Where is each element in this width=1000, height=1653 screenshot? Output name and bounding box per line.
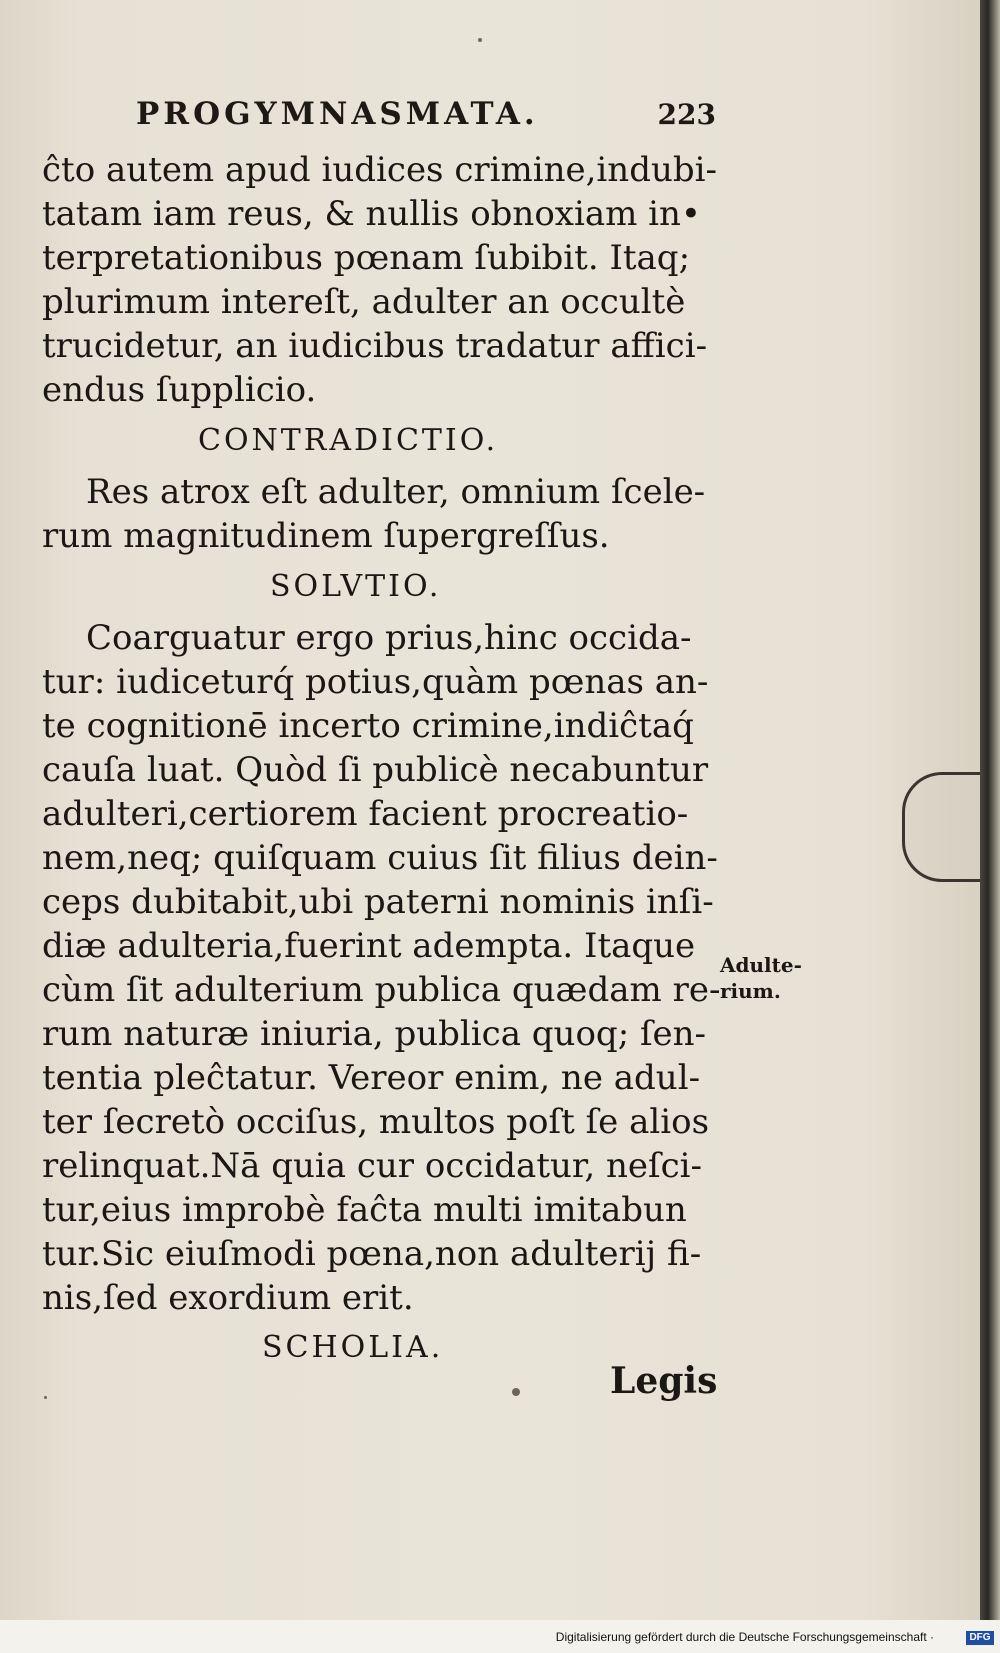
text-line: relinquat.Nā quia cur occidatur, neſci- — [42, 1146, 703, 1186]
running-title: PROGYMNASMATA. — [136, 96, 539, 132]
paper-speck — [478, 38, 482, 42]
text-line: tentia pleĉtatur. Vereor enim, ne adul- — [42, 1058, 701, 1098]
main-text — [42, 148, 721, 1320]
catchword: Legis — [610, 1360, 718, 1402]
text-line: endus ſupplicio. — [42, 370, 317, 410]
text-line: rum naturæ iniuria, publica quoq; ſen- — [42, 1014, 707, 1054]
marginal-note — [720, 952, 802, 1004]
page-number: 223 — [657, 98, 716, 131]
page-edge — [980, 0, 1000, 1653]
paper-speck — [512, 1388, 520, 1396]
text-line: tatam iam reus, & nullis obnoxiam in• — [42, 194, 701, 234]
marginal-note-line: Adulte- — [720, 953, 802, 977]
dfg-logo: DFG — [966, 1631, 994, 1645]
paper-speck — [44, 1396, 47, 1399]
text-line: diæ adulteria,fuerint adempta. Itaque — [42, 926, 696, 966]
text-line: cauſa luat. Quòd ſi publicè necabuntur — [42, 750, 709, 790]
text-line: terpretationibus pœnam ſubibit. Itaq; — [42, 238, 691, 278]
text-line: Res atrox eſt adulter, omnium ſcele- — [86, 472, 706, 512]
text-line: Coarguatur ergo prius,hinc occida- — [86, 618, 692, 658]
text-line: ter ſecretò occiſus, multos poſt ſe alios — [42, 1102, 710, 1142]
section-heading-contradictio: CONTRADICTIO. — [198, 423, 499, 458]
text-line: ceps dubitabit,ubi paterni nominis inſi- — [42, 882, 714, 922]
text-line: nis,ſed exordium erit. — [42, 1278, 414, 1318]
digitization-credit: Digitalisierung gefördert durch die Deutsche Forschungsgemeinschaft · — [555, 1630, 934, 1644]
section-heading-solutio: SOLVTIO. — [270, 569, 442, 604]
text-line: tur: iudiceturq́ potius,quàm pœnas an- — [42, 662, 709, 702]
text-line: te cognitionē incerto crimine,indiĉtaq́ — [42, 706, 694, 746]
text-line: tur.Sic eiuſmodi pœna,non adulterij fi- — [42, 1234, 702, 1274]
text-line: tur,eius improbè faĉta multi imitabun — [42, 1190, 687, 1230]
text-line: cùm ſit adulterium publica quædam re- — [42, 970, 721, 1010]
text-line: adulteri,certiorem facient procreatio- — [42, 794, 689, 834]
section-heading-scholia: SCHOLIA. — [262, 1330, 444, 1365]
text-line: ĉto autem apud iudices crimine,indubi- — [42, 150, 717, 190]
page-header — [136, 96, 716, 136]
text-line: nem,neq; quiſquam cuius ſit filius dein- — [42, 838, 718, 878]
text-line: trucidetur, an iudicibus tradatur affici- — [42, 326, 708, 366]
text-line: plurimum intereſt, adulter an occultè — [42, 282, 686, 322]
text-line: rum magnitudinem ſupergreſſus. — [42, 516, 610, 556]
marginal-note-line: rium. — [720, 979, 781, 1003]
